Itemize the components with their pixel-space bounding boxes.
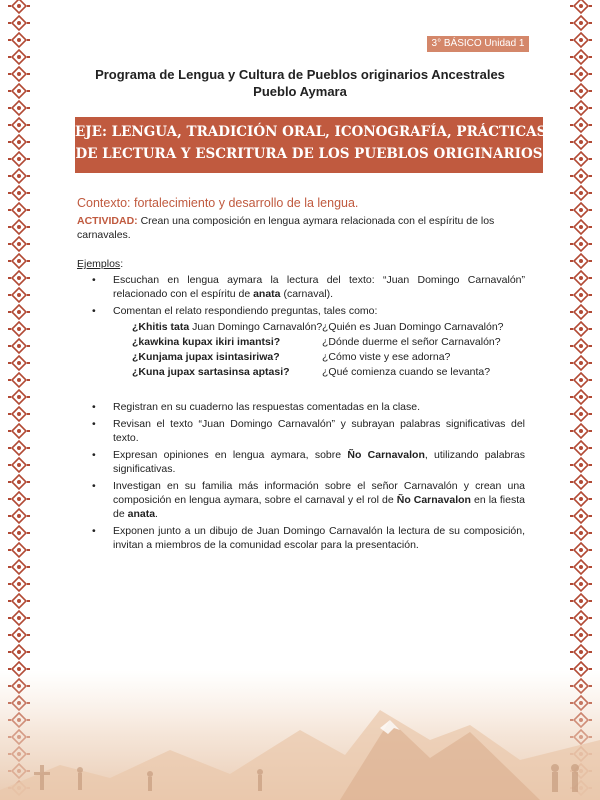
border-motif-icon bbox=[570, 118, 592, 132]
border-motif-icon bbox=[8, 203, 30, 217]
examples-section bbox=[77, 257, 525, 552]
questions-table bbox=[132, 320, 525, 380]
border-motif-icon bbox=[8, 560, 30, 574]
border-motif-icon bbox=[8, 101, 30, 115]
border-motif-icon bbox=[8, 0, 30, 13]
border-motif-icon bbox=[8, 526, 30, 540]
eje-line2: DE LECTURA Y ESCRITURA DE LOS PUEBLOS ORIGINARIOS bbox=[75, 146, 543, 162]
eje-banner bbox=[75, 117, 547, 173]
border-motif-icon bbox=[570, 305, 592, 319]
border-motif-icon bbox=[570, 16, 592, 30]
list-item: • Expresan opiniones en lengua aymara, sobre Ño Carnavalon, utilizando palabras significativas. bbox=[77, 448, 525, 476]
border-motif-icon bbox=[570, 101, 592, 115]
border-motif-icon bbox=[570, 220, 592, 234]
border-motif-icon bbox=[8, 271, 30, 285]
border-motif-icon bbox=[570, 237, 592, 251]
border-motif-icon bbox=[570, 475, 592, 489]
border-motif-icon bbox=[8, 475, 30, 489]
andean-landscape-illustration bbox=[0, 670, 600, 800]
program-title-line2: Pueblo Aymara bbox=[253, 84, 347, 99]
border-motif-icon bbox=[8, 407, 30, 421]
border-motif-icon bbox=[570, 169, 592, 183]
border-motif-icon bbox=[570, 50, 592, 64]
question-row: ¿Kuna jupax sartasinsa aptasi? ¿Qué comienza cuando se levanta? bbox=[132, 366, 491, 378]
border-motif-icon bbox=[8, 339, 30, 353]
border-motif-icon bbox=[8, 16, 30, 30]
border-motif-icon bbox=[570, 628, 592, 642]
border-motif-icon bbox=[570, 594, 592, 608]
border-motif-icon bbox=[570, 271, 592, 285]
border-motif-icon bbox=[570, 458, 592, 472]
border-motif-icon bbox=[8, 220, 30, 234]
border-motif-icon bbox=[570, 577, 592, 591]
border-motif-icon bbox=[8, 509, 30, 523]
question-row: ¿Kunjama jupax isintasiriwa? ¿Cómo viste y ese adorna? bbox=[132, 351, 451, 363]
border-motif-icon bbox=[570, 611, 592, 625]
border-motif-icon bbox=[570, 373, 592, 387]
program-title bbox=[0, 66, 600, 100]
border-motif-icon bbox=[570, 424, 592, 438]
border-motif-icon bbox=[8, 373, 30, 387]
border-motif-icon bbox=[570, 492, 592, 506]
border-motif-icon bbox=[8, 237, 30, 251]
question-row: ¿Khitis tata Juan Domingo Carnavalón? ¿Quién es Juan Domingo Carnavalón? bbox=[132, 321, 504, 333]
border-motif-icon bbox=[570, 390, 592, 404]
border-motif-icon bbox=[570, 33, 592, 47]
list-item: • Comentan el relato respondiendo preguntas, tales como: bbox=[77, 304, 525, 318]
border-motif-icon bbox=[8, 628, 30, 642]
activity-content bbox=[77, 214, 525, 555]
border-motif-icon bbox=[8, 441, 30, 455]
border-motif-icon bbox=[570, 407, 592, 421]
border-motif-icon bbox=[570, 322, 592, 336]
border-motif-icon bbox=[8, 611, 30, 625]
border-motif-icon bbox=[8, 169, 30, 183]
border-motif-icon bbox=[8, 288, 30, 302]
border-motif-icon bbox=[570, 288, 592, 302]
list-item: • Exponen junto a un dibujo de Juan Domingo Carnavalón la lectura de su composición, invitan a miembros de la comunidad escolar para la presentación. bbox=[77, 524, 525, 552]
border-motif-icon bbox=[570, 339, 592, 353]
border-motif-icon bbox=[8, 458, 30, 472]
border-motif-icon bbox=[570, 441, 592, 455]
examples-list bbox=[77, 273, 525, 318]
border-motif-icon bbox=[8, 577, 30, 591]
border-motif-icon bbox=[8, 543, 30, 557]
border-motif-icon bbox=[8, 118, 30, 132]
examples-heading: Ejemplos: bbox=[77, 258, 124, 270]
eje-line1: EJE: LENGUA, TRADICIÓN ORAL, ICONOGRAFÍA, PRÁCTICAS bbox=[75, 124, 547, 140]
border-motif-icon bbox=[8, 492, 30, 506]
border-motif-icon bbox=[570, 356, 592, 370]
list-item: • Registran en su cuaderno las respuestas comentadas en la clase. bbox=[77, 400, 525, 414]
border-motif-icon bbox=[570, 0, 592, 13]
border-motif-icon bbox=[570, 543, 592, 557]
activity-text: Crean una composición en lengua aymara relacionada con el espíritu de los carnavales. bbox=[77, 215, 495, 241]
border-motif-icon bbox=[8, 390, 30, 404]
grade-unit-badge: 3° BÁSICO Unidad 1 bbox=[427, 36, 529, 52]
border-motif-icon bbox=[570, 560, 592, 574]
question-row: ¿kawkina kupax ikiri imantsi? ¿Dónde duerme el señor Carnavalón? bbox=[132, 336, 501, 348]
list-item: • Escuchan en lengua aymara la lectura del texto: “Juan Domingo Carnavalón” relacionado con el espíritu de anata (carnaval). bbox=[77, 273, 525, 301]
activities-list bbox=[77, 400, 525, 552]
context-heading: Contexto: fortalecimiento y desarrollo de la lengua. bbox=[77, 196, 359, 210]
border-motif-icon bbox=[570, 152, 592, 166]
border-motif-icon bbox=[570, 203, 592, 217]
list-item: • Revisan el texto “Juan Domingo Carnavalón” y subrayan palabras significativas del texto. bbox=[77, 417, 525, 445]
border-motif-icon bbox=[8, 594, 30, 608]
border-motif-icon bbox=[570, 186, 592, 200]
border-motif-icon bbox=[8, 322, 30, 336]
border-motif-icon bbox=[8, 186, 30, 200]
border-motif-icon bbox=[8, 356, 30, 370]
border-motif-icon bbox=[570, 509, 592, 523]
border-motif-icon bbox=[8, 50, 30, 64]
border-motif-icon bbox=[8, 645, 30, 659]
list-item: • Investigan en su familia más información sobre el señor Carnavalón y crean una composición en lengua aymara, sobre el carnaval y el rol de Ño Carnavalon en la fiesta de anata. bbox=[77, 479, 525, 521]
border-motif-icon bbox=[8, 152, 30, 166]
activity-label: ACTIVIDAD: bbox=[77, 215, 138, 227]
border-motif-icon bbox=[8, 254, 30, 268]
activity-paragraph bbox=[77, 214, 525, 242]
border-motif-icon bbox=[570, 135, 592, 149]
border-motif-icon bbox=[8, 33, 30, 47]
border-motif-icon bbox=[570, 526, 592, 540]
border-motif-icon bbox=[8, 424, 30, 438]
border-motif-icon bbox=[8, 305, 30, 319]
border-motif-icon bbox=[570, 254, 592, 268]
border-motif-icon bbox=[8, 135, 30, 149]
border-motif-icon bbox=[570, 645, 592, 659]
program-title-line1: Programa de Lengua y Cultura de Pueblos originarios Ancestrales bbox=[95, 67, 505, 82]
